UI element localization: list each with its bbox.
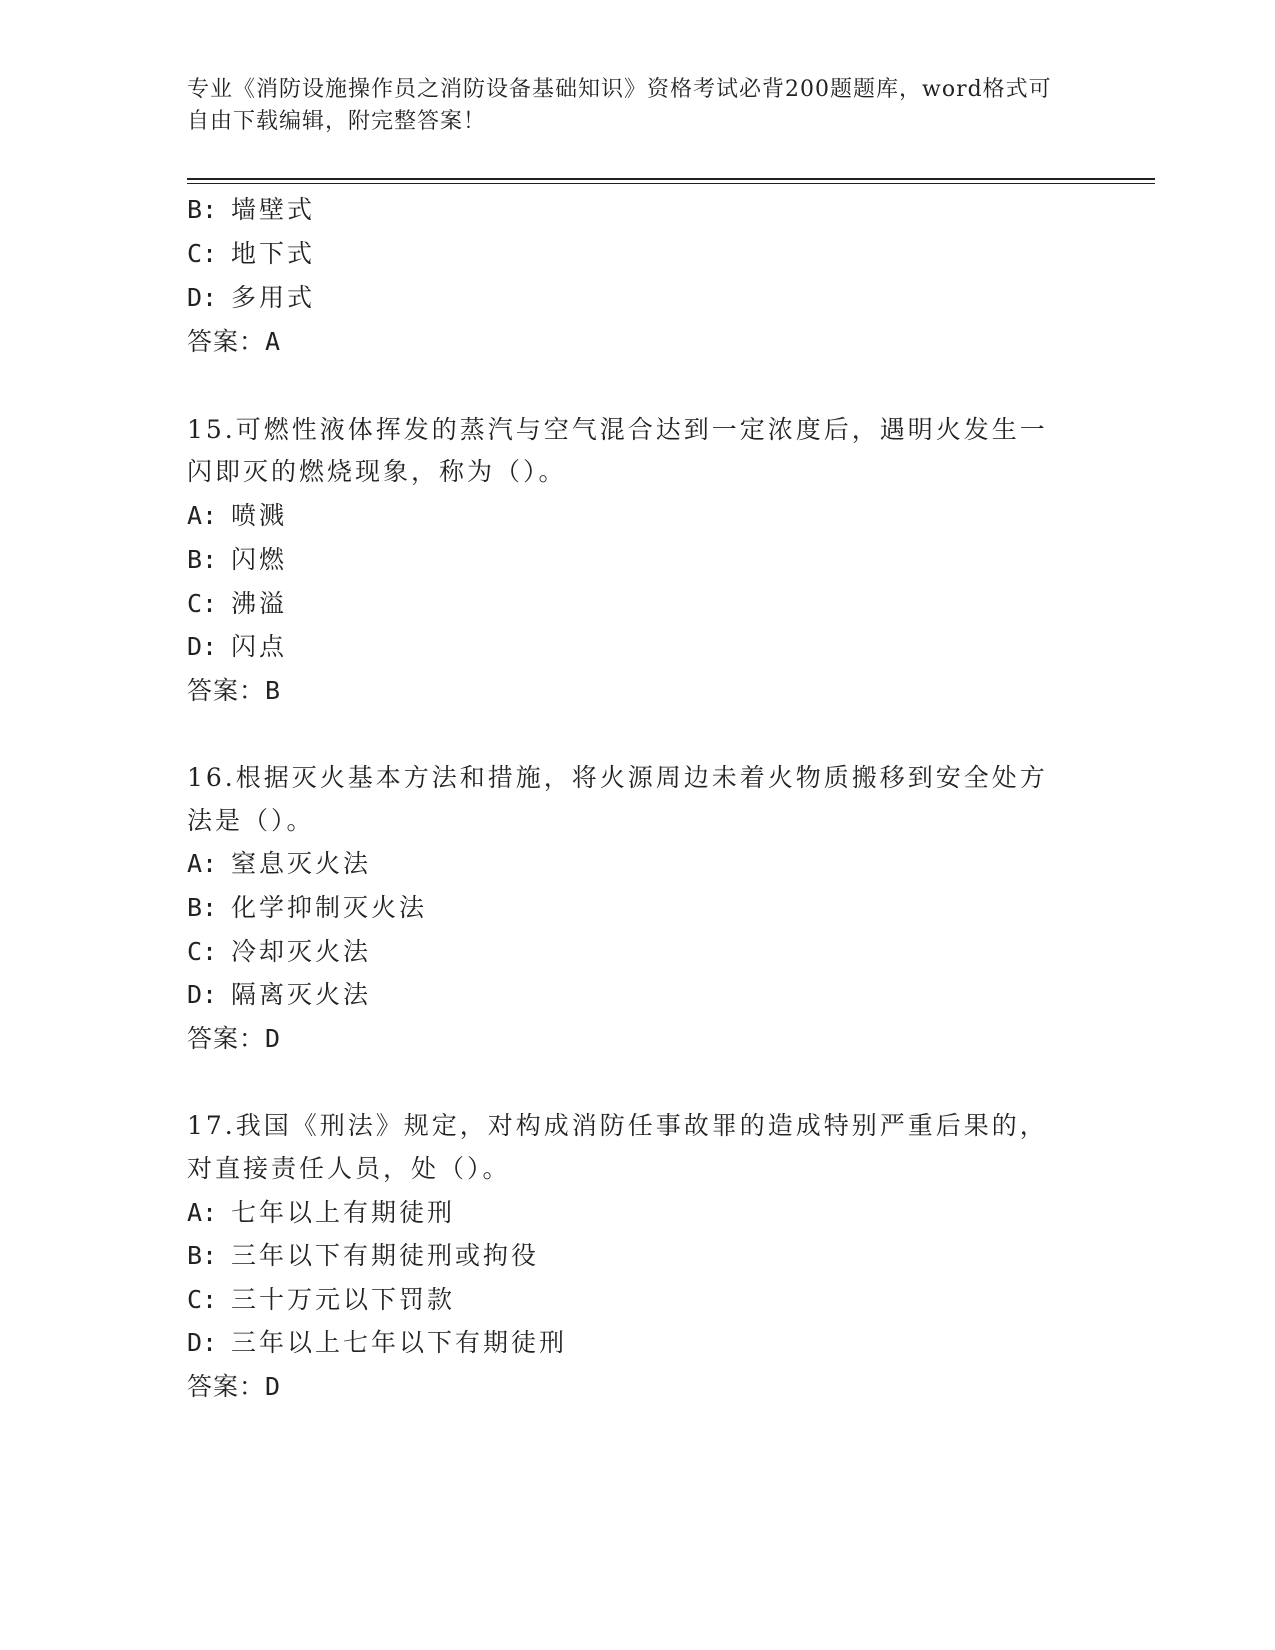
option-key: C: bbox=[187, 1285, 218, 1314]
question-stem-line: 16.根据灭火基本方法和措施，将火源周边未着火物质搬移到安全处方 bbox=[187, 763, 1048, 792]
option-line bbox=[187, 975, 371, 1011]
answer-line bbox=[187, 671, 281, 707]
option-key: A: bbox=[187, 849, 218, 878]
option-key: A: bbox=[187, 1198, 218, 1227]
question-stem-line: 15.可燃性液体挥发的蒸汽与空气混合达到一定浓度后，遇明火发生一 bbox=[187, 415, 1048, 444]
option-text: 三年以下有期徒刑或拘役 bbox=[231, 1241, 540, 1270]
answer-label: 答案： bbox=[187, 327, 266, 356]
header-rule-thick bbox=[187, 178, 1155, 180]
answer-line bbox=[187, 322, 281, 358]
option-line bbox=[187, 190, 315, 226]
question-stem-line: 法是（）。 bbox=[187, 806, 315, 835]
question-stem-line: 闪即灭的燃烧现象，称为（）。 bbox=[187, 457, 567, 486]
option-text: 沸溢 bbox=[231, 589, 288, 618]
option-line bbox=[187, 1323, 567, 1359]
option-text: 三十万元以下罚款 bbox=[231, 1285, 456, 1314]
header-rule-thin bbox=[187, 183, 1155, 184]
option-text: 喷溅 bbox=[231, 501, 288, 530]
option-line bbox=[187, 1280, 455, 1316]
option-key: C: bbox=[187, 239, 218, 268]
option-text: 闪点 bbox=[231, 632, 288, 661]
answer-line bbox=[187, 1367, 281, 1403]
option-line bbox=[187, 1193, 455, 1229]
answer-value: D bbox=[265, 1372, 282, 1401]
option-line bbox=[187, 888, 427, 924]
option-key: B: bbox=[187, 195, 218, 224]
option-line bbox=[187, 627, 287, 663]
option-line bbox=[187, 844, 371, 880]
answer-label: 答案： bbox=[187, 1024, 266, 1053]
question-stem-line: 17.我国《刑法》规定，对构成消防任事故罪的造成特别严重后果的， bbox=[187, 1111, 1048, 1140]
option-text: 多用式 bbox=[231, 283, 316, 312]
option-key: D: bbox=[187, 283, 218, 312]
answer-label: 答案： bbox=[187, 676, 266, 705]
answer-label: 答案： bbox=[187, 1372, 266, 1401]
option-key: D: bbox=[187, 632, 218, 661]
option-key: A: bbox=[187, 501, 218, 530]
option-key: C: bbox=[187, 589, 218, 618]
option-line bbox=[187, 584, 287, 620]
option-line bbox=[187, 496, 287, 532]
option-text: 冷却灭火法 bbox=[231, 937, 372, 966]
option-text: 化学抑制灭火法 bbox=[231, 893, 428, 922]
document-header: 专业《消防设施操作员之消防设备基础知识》资格考试必背200题题库，word格式可自由下载编辑，附完整答案！ bbox=[187, 77, 1052, 134]
option-key: B: bbox=[187, 1241, 218, 1270]
answer-value: B bbox=[265, 676, 282, 705]
option-text: 地下式 bbox=[231, 239, 316, 268]
answer-value: D bbox=[265, 1024, 282, 1053]
option-key: D: bbox=[187, 980, 218, 1009]
question-stem-line: 对直接责任人员，处（）。 bbox=[187, 1154, 511, 1183]
option-text: 七年以上有期徒刑 bbox=[231, 1198, 456, 1227]
option-text: 闪燃 bbox=[231, 545, 288, 574]
option-text: 三年以上七年以下有期徒刑 bbox=[231, 1328, 568, 1357]
option-text: 墙壁式 bbox=[231, 195, 316, 224]
option-line bbox=[187, 278, 315, 314]
option-line bbox=[187, 1236, 539, 1272]
answer-value: A bbox=[265, 327, 282, 356]
option-text: 隔离灭火法 bbox=[231, 980, 372, 1009]
option-key: D: bbox=[187, 1328, 218, 1357]
option-line bbox=[187, 234, 315, 270]
option-text: 窒息灭火法 bbox=[231, 849, 372, 878]
option-line bbox=[187, 540, 287, 576]
option-key: B: bbox=[187, 893, 218, 922]
option-key: B: bbox=[187, 545, 218, 574]
option-key: C: bbox=[187, 937, 218, 966]
answer-line bbox=[187, 1019, 281, 1055]
option-line bbox=[187, 932, 371, 968]
